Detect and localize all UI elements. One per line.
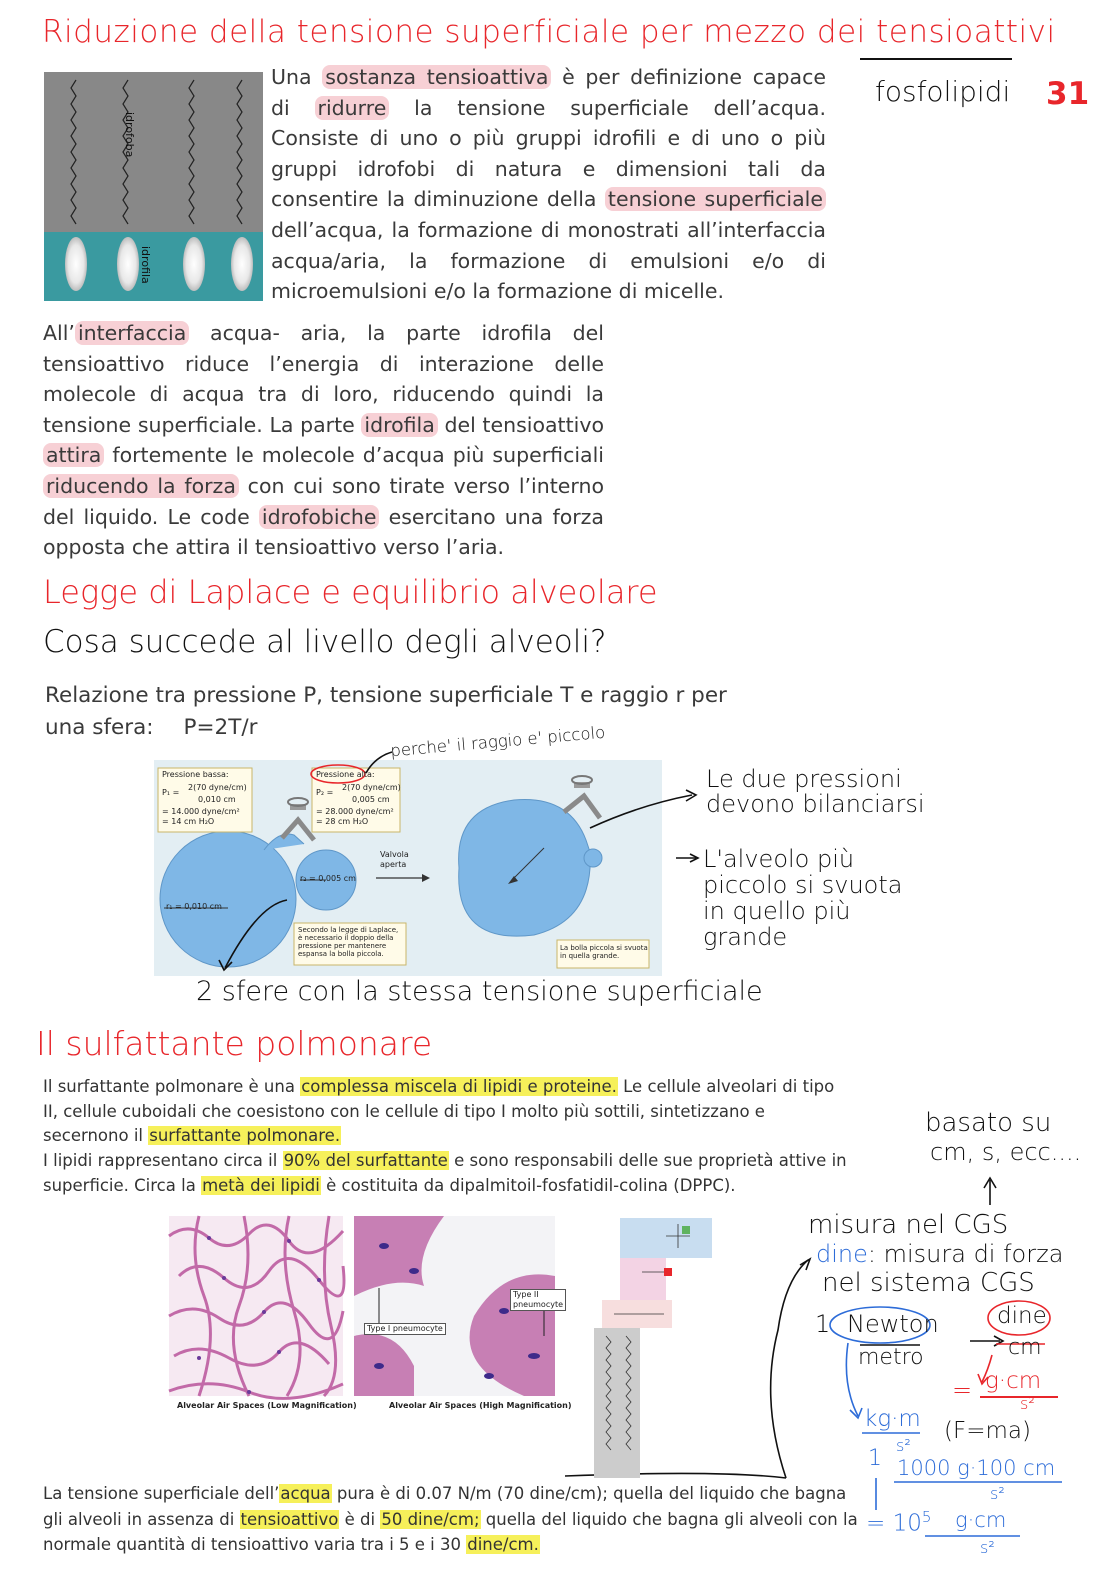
note-newton: Newton (847, 1310, 939, 1338)
dppc-molecule-diagram (594, 1218, 714, 1478)
box2-den: 0,005 cm (352, 795, 390, 804)
section1-paragraph1: Una sostanza tensioattiva è per definizione capace di ridurre la tensione superficiale dell’acqua. Consiste di uno o più gruppi idrofili e di uno o più gruppi idrofobi di natura e dimensioni tali da consentire la diminuzione della tensione superficiale dell’acqua, la formazione di monostrati all’interfaccia acqua/aria, la formazione di emulsioni e/o di microemulsioni e/o la formazione di micelle. (271, 65, 826, 304)
note-red-bar (980, 1396, 1058, 1398)
label-type2-pneumocyte: Type II pneumocyte (510, 1289, 566, 1311)
note-dine-den: cm (1008, 1335, 1042, 1360)
note-red-num: g·cm (985, 1368, 1042, 1394)
radius-r1: r₁ = 0,010 cm (166, 902, 222, 911)
histology-high-image (354, 1216, 564, 1396)
note-sistema-cgs: nel sistema CGS (822, 1268, 1035, 1298)
section3-paragraph2: I lipidi rappresentano circa il 90% del surfattante e sono responsabili delle sue proprietà attive in superficie. Circa la metà dei lipidi è costituita da dipalmitoil-fosfatidil-colina (DPPC). (43, 1151, 847, 1195)
box1-r2: = 14 cm H₂O (162, 817, 215, 826)
note-kg-den: s² (896, 1436, 911, 1455)
note-cm-s: cm, s, ecc.... (930, 1138, 1082, 1166)
label-idrofoba: idrofoba (123, 112, 136, 158)
note-blue-one: 1 (868, 1446, 882, 1471)
section1-title: Riduzione della tensione superficiale per mezzo dei tensioattivi (42, 14, 1056, 50)
section3-paragraph1: Il surfattante polmonare è una complessa miscela di lipidi e proteine. Le cellule alveolari di tipo II, cellule cuboidali che coesistono con le cellule di tipo I molto più sottili, sintetizzano e secernono il surfattante polmonare. (43, 1077, 835, 1146)
note-alveolo-svuota: L'alveolo più piccolo si svuota in quello più grande (703, 845, 903, 951)
section3-paragraph3: La tensione superficiale dell’acqua pura è di 0.07 N/m (70 dine/cm); quella del liquido che bagna gli alveoli in assenza di tensioattivo è di 50 dine/cm; quella del liquido che bagna gli alveoli con la normale quantità di tensioattivo varia tra i 5 e i 30 dine/cm. (43, 1484, 858, 1554)
note-due-sfere: 2 sfere con la stessa tensione superficiale (196, 976, 763, 1007)
note-raggio-piccolo: perche' il raggio e' piccolo (389, 722, 606, 761)
empty-note: La bolla piccola si svuota in quella grande. (560, 944, 648, 960)
valve-label: Valvola aperta (380, 850, 409, 869)
note-blue-num2: g·cm (955, 1508, 1007, 1532)
note-red-den: s² (1020, 1394, 1035, 1413)
note-metro: metro (858, 1345, 924, 1370)
caption-high: Alveolar Air Spaces (High Magnification) (389, 1401, 572, 1410)
note-blue-num1: 1000 g·100 cm (897, 1456, 1056, 1480)
page-number: 31 (1046, 76, 1090, 112)
note-dine-line: dine: misura di forza (816, 1240, 1064, 1268)
box2-title: Pressione alta: (316, 770, 375, 779)
box2-r2: = 28 cm H₂O (316, 817, 369, 826)
section2-subtitle: Cosa succede al livello degli alveoli? (43, 624, 607, 660)
box1-p: P₁ = (162, 788, 180, 797)
section3-title: Il sulfattante polmonare (36, 1024, 433, 1063)
section1-paragraph2: All’ interfaccia acqua- aria, la parte idrofila del tensioattivo riduce l’energia di interazione delle molecole di acqua tra di loro, riducendo quindi la tensione superficiale. La parte idrofila del tensioattivo attira fortemente le molecole d’acqua più superficiali riducendo la forza con cui sono tirate verso l’interno del liquido. Le code idrofobiche esercitano una forza opposta che attira il tensioattivo verso l’aria. (43, 321, 604, 560)
box1-title: Pressione bassa: (162, 770, 229, 779)
note-dine-num: dine (997, 1303, 1047, 1329)
note-kg-num: kg·m (864, 1406, 921, 1432)
section2-title: Legge di Laplace e equilibrio alveolare (43, 573, 658, 611)
radius-r2: r₂ = 0,005 cm (300, 874, 356, 883)
label-type1-pneumocyte: Type I pneumocyte (364, 1323, 446, 1335)
side-note-fosfolipidi: fosfolipidi (875, 75, 1011, 108)
label-idrofila: idrofila (139, 246, 152, 284)
box2-num: 2(70 dyne/cm) (342, 783, 401, 792)
box2-p: P₂ = (316, 788, 334, 797)
note-blue-den2: s² (980, 1538, 995, 1557)
box1-r1: = 14.000 dyne/cm² (162, 807, 240, 816)
note-fma: (F=ma) (944, 1418, 1031, 1444)
box1-den: 0,010 cm (198, 795, 236, 804)
histology-low-image (169, 1216, 343, 1396)
note-one: 1 (815, 1310, 831, 1338)
box1-num: 2(70 dyne/cm) (188, 783, 247, 792)
note-eq-red: = (952, 1376, 973, 1404)
caption-low: Alveolar Air Spaces (Low Magnification) (177, 1401, 357, 1410)
note-blue-pre: = $10^5$ (866, 1508, 932, 1537)
laplace-text: Relazione tra pressione P, tensione superficiale T e raggio r per una sfera: P=2T/r (45, 683, 727, 740)
note-misura-cgs: misura nel CGS (808, 1210, 1009, 1240)
laplace-note: Secondo la legge di Laplace, è necessario il doppio della pressione per mantenere espansa la bolla piccola. (298, 926, 399, 958)
box2-r1: = 28.000 dyne/cm² (316, 807, 394, 816)
note-pressioni-bilanciarsi: Le due pressioni devono bilanciarsi (706, 765, 925, 818)
note-blue-den1: s² (990, 1484, 1005, 1503)
note-basato-su: basato su (925, 1108, 1052, 1138)
